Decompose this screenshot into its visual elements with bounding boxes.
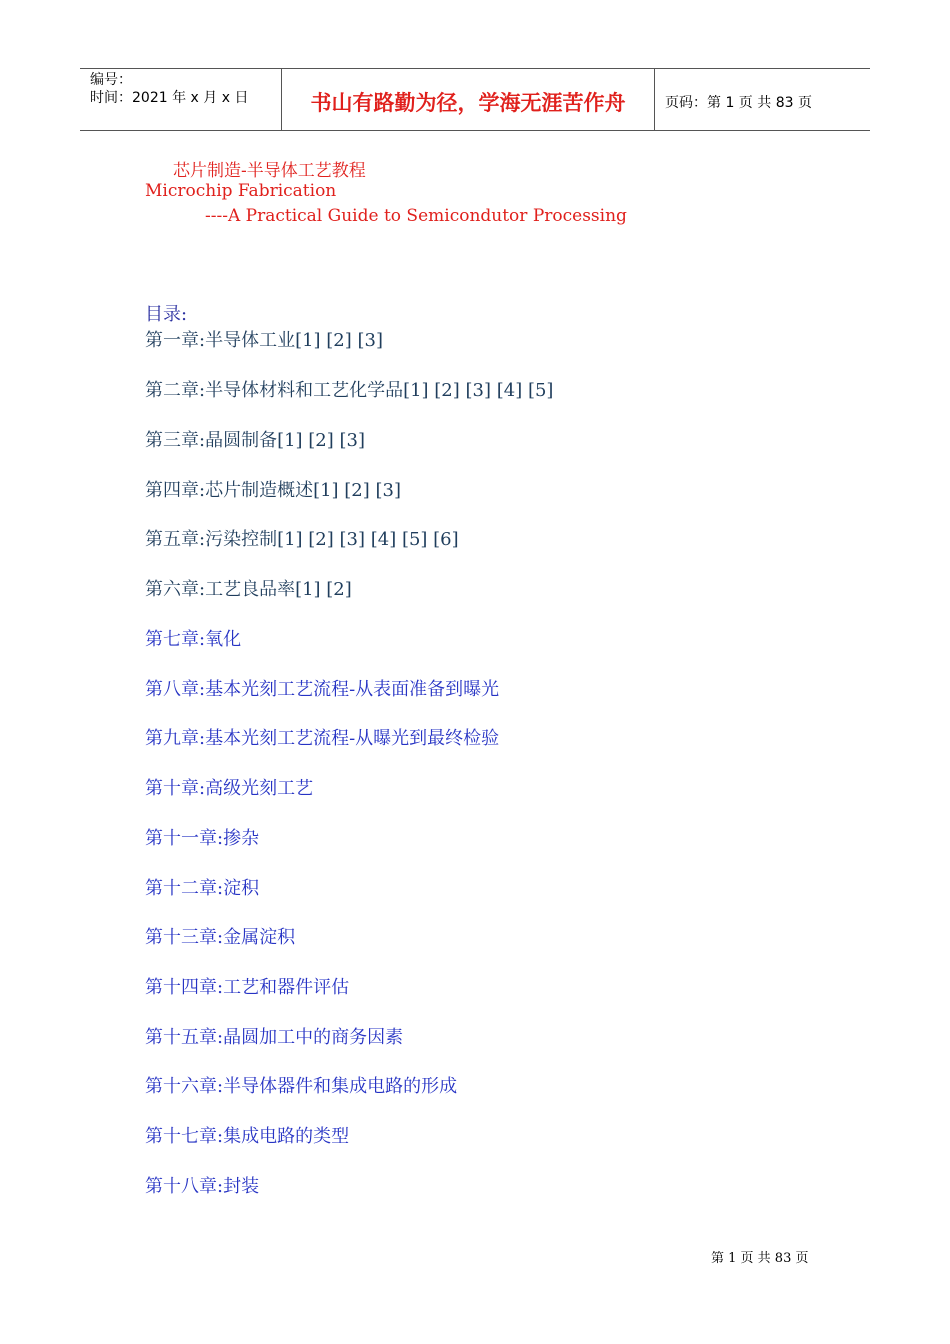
title-subtitle: ----A Practical Guide to Semicondutor Processing bbox=[205, 206, 627, 226]
table-of-contents bbox=[145, 303, 554, 1197]
toc-label: 目录: bbox=[145, 304, 188, 325]
title-chinese: 芯片制造-半导体工艺教程 bbox=[173, 161, 366, 181]
header-page-number: 页码：第 1 页 共 83 页 bbox=[665, 94, 812, 111]
toc-item-ch2[interactable]: 第二章:半导体材料和工艺化学品[1] [2] [3] [4] [5] bbox=[145, 380, 554, 401]
toc-item-ch14[interactable]: 第十四章:工艺和器件评估 bbox=[145, 977, 350, 998]
toc-item-ch9[interactable]: 第九章:基本光刻工艺流程-从曝光到最终检验 bbox=[145, 728, 500, 749]
toc-item-ch18[interactable]: 第十八章:封装 bbox=[145, 1176, 260, 1197]
toc-item-ch7[interactable]: 第七章:氧化 bbox=[145, 629, 242, 650]
header-info bbox=[80, 69, 282, 130]
toc-item-ch12[interactable]: 第十二章:淀积 bbox=[145, 878, 260, 899]
title-english: Microchip Fabrication bbox=[145, 181, 337, 201]
time-label: 时间：2021 年 x 月 x 日 bbox=[90, 90, 249, 106]
header-motto: 书山有路勤为径，学海无涯苦作舟 bbox=[282, 69, 655, 130]
toc-item-ch3[interactable]: 第三章:晶圆制备[1] [2] [3] bbox=[145, 430, 365, 451]
toc-item-ch10[interactable]: 第十章:高级光刻工艺 bbox=[145, 778, 314, 799]
toc-item-ch16[interactable]: 第十六章:半导体器件和集成电路的形成 bbox=[145, 1076, 458, 1097]
toc-item-ch15[interactable]: 第十五章:晶圆加工中的商务因素 bbox=[145, 1027, 404, 1048]
toc-item-ch13[interactable]: 第十三章:金属淀积 bbox=[145, 927, 296, 948]
toc-item-ch5[interactable]: 第五章:污染控制[1] [2] [3] [4] [5] [6] bbox=[145, 529, 459, 550]
toc-item-ch6[interactable]: 第六章:工艺良品率[1] [2] bbox=[145, 579, 352, 600]
toc-item-ch11[interactable]: 第十一章:掺杂 bbox=[145, 828, 260, 849]
toc-item-ch8[interactable]: 第八章:基本光刻工艺流程-从表面准备到曝光 bbox=[145, 679, 500, 700]
page-footer: 第 1 页 共 83 页 bbox=[711, 1251, 809, 1266]
toc-item-ch1[interactable]: 第一章:半导体工业[1] [2] [3] bbox=[145, 330, 383, 351]
serial-label: 编号： bbox=[90, 72, 132, 88]
toc-item-ch4[interactable]: 第四章:芯片制造概述[1] [2] [3] bbox=[145, 480, 401, 501]
toc-item-ch17[interactable]: 第十七章:集成电路的类型 bbox=[145, 1126, 350, 1147]
page-header bbox=[80, 68, 870, 131]
